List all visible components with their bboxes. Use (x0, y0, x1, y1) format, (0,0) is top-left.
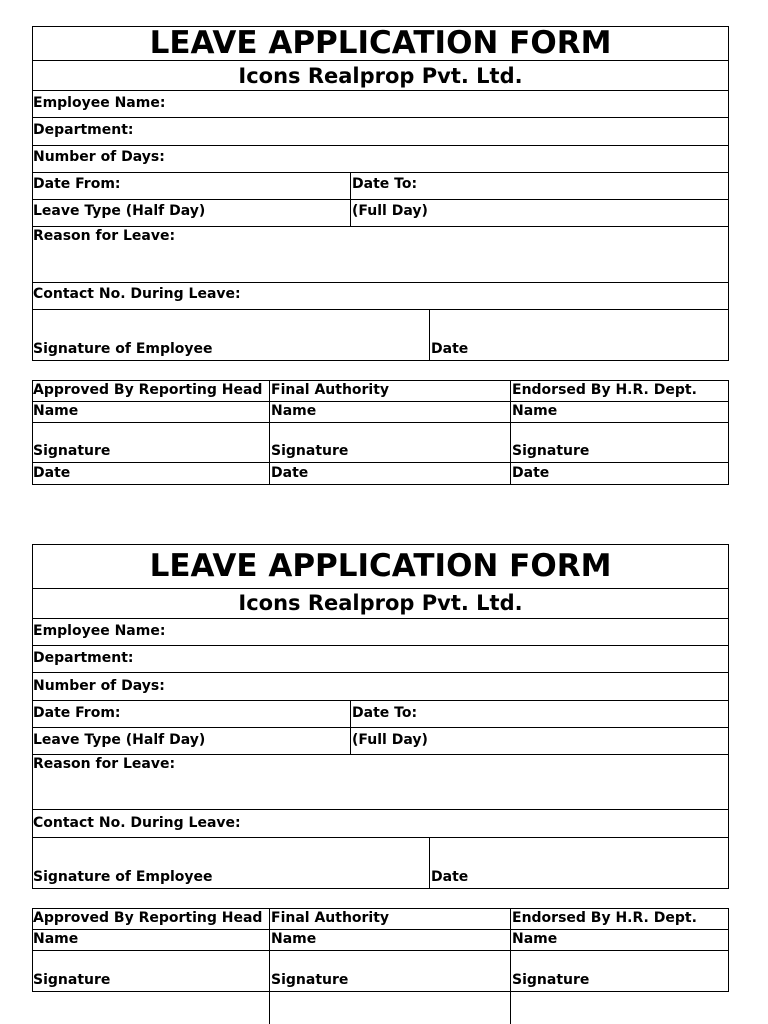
final-authority-name-field[interactable]: Name (271, 403, 317, 419)
endorsed-by-hr-header: Endorsed By H.R. Dept. (512, 382, 697, 398)
signature-of-employee-field[interactable]: Signature of Employee (33, 341, 213, 357)
final-authority-signature-field[interactable]: Signature (271, 443, 349, 459)
date-to-field[interactable]: Date To: (352, 176, 418, 192)
final-authority-signature-field[interactable]: Signature (271, 972, 349, 988)
reporting-head-name-field[interactable]: Name (33, 403, 79, 419)
reporting-head-name-field[interactable]: Name (33, 931, 79, 947)
employee-date-field[interactable]: Date (431, 341, 469, 357)
final-authority-header: Final Authority (271, 382, 390, 398)
employee-date-field[interactable]: Date (431, 869, 469, 885)
department-field[interactable]: Department: (33, 122, 134, 138)
date-from-field[interactable]: Date From: (33, 705, 121, 721)
reason-for-leave-field[interactable]: Reason for Leave: (33, 228, 176, 244)
leave-form-1 (32, 26, 729, 361)
employee-name-field[interactable]: Employee Name: (33, 623, 166, 639)
department-field[interactable]: Department: (33, 650, 134, 666)
leave-type-half-day-field[interactable]: Leave Type (Half Day) (33, 732, 206, 748)
leave-type-half-day-field[interactable]: Leave Type (Half Day) (33, 203, 206, 219)
form-title: LEAVE APPLICATION FORM (149, 548, 612, 584)
reporting-head-signature-field[interactable]: Signature (33, 443, 111, 459)
employee-name-field[interactable]: Employee Name: (33, 95, 166, 111)
leave-type-full-day-field[interactable]: (Full Day) (352, 203, 428, 219)
contact-number-field[interactable]: Contact No. During Leave: (33, 815, 241, 831)
contact-number-field[interactable]: Contact No. During Leave: (33, 286, 241, 302)
reporting-head-signature-field[interactable]: Signature (33, 972, 111, 988)
endorsed-by-hr-header: Endorsed By H.R. Dept. (512, 910, 697, 926)
signature-of-employee-field[interactable]: Signature of Employee (33, 869, 213, 885)
hr-name-field[interactable]: Name (512, 403, 558, 419)
reason-for-leave-field[interactable]: Reason for Leave: (33, 756, 176, 772)
form-title: LEAVE APPLICATION FORM (149, 25, 612, 61)
hr-signature-field[interactable]: Signature (512, 443, 590, 459)
hr-date-field[interactable]: Date (512, 465, 550, 481)
reporting-head-date-field[interactable]: Date (33, 465, 71, 481)
hr-name-field[interactable]: Name (512, 931, 558, 947)
leave-type-full-day-field[interactable]: (Full Day) (352, 732, 428, 748)
final-authority-header: Final Authority (271, 910, 390, 926)
company-name: Icons Realprop Pvt. Ltd. (238, 591, 523, 615)
leave-form-2 (32, 544, 729, 889)
approved-by-reporting-head-header: Approved By Reporting Head (33, 910, 263, 926)
number-of-days-field[interactable]: Number of Days: (33, 149, 165, 165)
number-of-days-field[interactable]: Number of Days: (33, 678, 165, 694)
final-authority-name-field[interactable]: Name (271, 931, 317, 947)
date-to-field[interactable]: Date To: (352, 705, 418, 721)
approval-table-2 (32, 908, 729, 1024)
approval-table-1 (32, 380, 729, 485)
hr-signature-field[interactable]: Signature (512, 972, 590, 988)
date-from-field[interactable]: Date From: (33, 176, 121, 192)
approved-by-reporting-head-header: Approved By Reporting Head (33, 382, 263, 398)
final-authority-date-field[interactable]: Date (271, 465, 309, 481)
company-name: Icons Realprop Pvt. Ltd. (238, 64, 523, 88)
